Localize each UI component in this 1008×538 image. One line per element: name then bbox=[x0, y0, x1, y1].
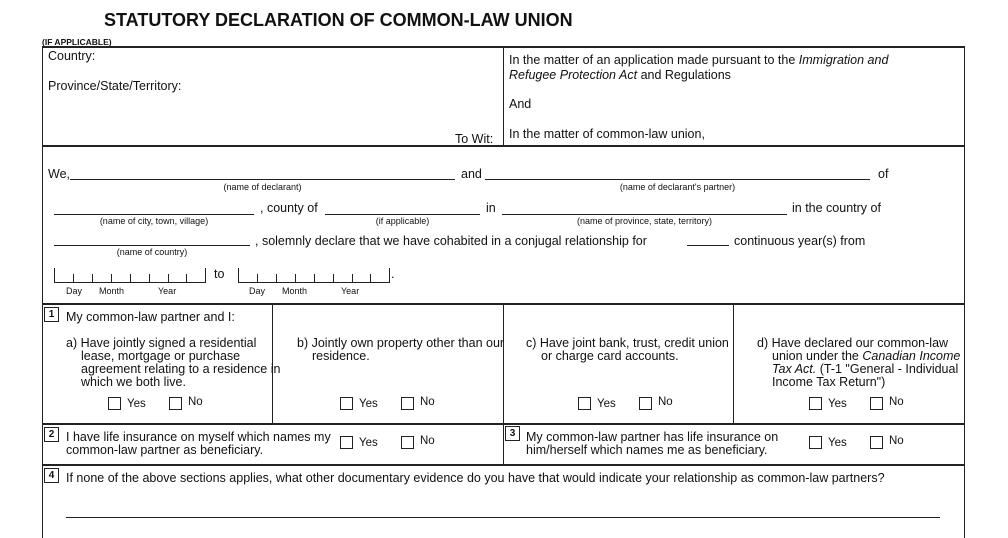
to-label: to bbox=[214, 267, 225, 281]
item-d-yes-label: Yes bbox=[828, 398, 847, 410]
act-name: Immigration and Refugee Protection Act bbox=[509, 53, 889, 82]
matter-prefix: In the matter of an application made pursuant to the bbox=[509, 53, 799, 67]
section4-text: If none of the above sections applies, what other documentary evidence do you have that would indicate your relationship as common-law partners? bbox=[66, 471, 885, 485]
section3-text: My common-law partner has life insurance on him/herself which names me as beneficiary. bbox=[526, 430, 779, 457]
section2-number: 2 bbox=[44, 427, 59, 442]
section4-number: 4 bbox=[44, 468, 59, 483]
and-label: And bbox=[509, 97, 532, 111]
matter-suffix: and Regulations bbox=[637, 68, 731, 82]
section1-item-b: b) Jointly own property other than our residence. bbox=[297, 336, 505, 363]
county-input[interactable] bbox=[327, 199, 478, 214]
county-line bbox=[325, 214, 480, 215]
declarant-name-caption: (name of declarant) bbox=[223, 182, 302, 192]
from-day-label: Day bbox=[66, 286, 83, 296]
s1-divider-3 bbox=[733, 304, 734, 423]
item-a-no-label: No bbox=[188, 396, 203, 408]
county-label: , county of bbox=[260, 201, 318, 215]
city-caption: (name of city, town, village) bbox=[99, 216, 209, 226]
declarant-name-input[interactable] bbox=[72, 164, 452, 179]
continuous-text: continuous year(s) from bbox=[734, 234, 866, 248]
declarant-name-line bbox=[70, 179, 455, 180]
to-day-label: Day bbox=[249, 286, 266, 296]
province-label: Province/State/Territory: bbox=[48, 79, 182, 93]
section4-answer-input[interactable] bbox=[68, 500, 936, 516]
section3-number: 3 bbox=[505, 426, 520, 441]
country-line bbox=[54, 245, 250, 246]
section3-no-label: No bbox=[889, 435, 904, 447]
province-line bbox=[502, 214, 787, 215]
province-state-input[interactable] bbox=[504, 199, 785, 214]
item-c-no-checkbox[interactable] bbox=[639, 397, 652, 410]
to-month-label: Month bbox=[282, 286, 308, 296]
section1-heading: My common-law partner and I: bbox=[66, 310, 235, 324]
from-date-field[interactable] bbox=[54, 268, 206, 283]
section1-item-a: a) Have jointly signed a residential lease, mortgage or purchase agreement relating to a residence in which we both live. bbox=[66, 336, 281, 389]
country-caption: (name of country) bbox=[116, 247, 188, 257]
page-title: STATUTORY DECLARATION OF COMMON-LAW UNION bbox=[104, 10, 573, 30]
section1-item-c: c) Have joint bank, trust, credit union or charge card accounts. bbox=[526, 336, 729, 363]
item-b-no-checkbox[interactable] bbox=[401, 397, 414, 410]
section2-no-checkbox[interactable] bbox=[401, 436, 414, 449]
item-b-yes-checkbox[interactable] bbox=[340, 397, 353, 410]
city-input[interactable] bbox=[56, 199, 252, 214]
section3-no-checkbox[interactable] bbox=[870, 436, 883, 449]
country-input[interactable] bbox=[110, 49, 490, 64]
country-label: Country: bbox=[48, 49, 96, 63]
period-end: . bbox=[391, 267, 395, 281]
matter-text bbox=[509, 53, 939, 83]
to-year-label: Year bbox=[341, 286, 360, 296]
country-name-input[interactable] bbox=[56, 230, 248, 245]
and-conj: and bbox=[461, 167, 482, 181]
section1-number: 1 bbox=[44, 307, 59, 322]
item-b-no-label: No bbox=[420, 396, 435, 408]
years-line bbox=[687, 245, 729, 246]
county-caption: (if applicable) bbox=[375, 216, 430, 226]
item-b-yes-label: Yes bbox=[359, 398, 378, 410]
item-a-yes-checkbox[interactable] bbox=[108, 397, 121, 410]
item-c-yes-label: Yes bbox=[597, 398, 616, 410]
section2-text: I have life insurance on myself which names my common-law partner as beneficiary. bbox=[66, 430, 331, 457]
partner-name-line bbox=[485, 179, 870, 180]
from-year-label: Year bbox=[158, 286, 177, 296]
item-d-yes-checkbox[interactable] bbox=[809, 397, 822, 410]
from-month-label: Month bbox=[99, 286, 125, 296]
section2-yes-checkbox[interactable] bbox=[340, 436, 353, 449]
country-of-label: in the country of bbox=[792, 201, 881, 215]
years-input[interactable] bbox=[689, 230, 727, 245]
partner-name-caption: (name of declarant's partner) bbox=[619, 182, 736, 192]
of-label: of bbox=[878, 167, 889, 181]
section2-yes-label: Yes bbox=[359, 437, 378, 449]
in-label: in bbox=[486, 201, 496, 215]
city-line bbox=[54, 214, 254, 215]
to-wit-label: To Wit: bbox=[455, 132, 494, 146]
section3-yes-checkbox[interactable] bbox=[809, 436, 822, 449]
section4-answer-line bbox=[66, 517, 940, 518]
item-c-yes-checkbox[interactable] bbox=[578, 397, 591, 410]
s23-divider bbox=[503, 424, 504, 464]
partner-name-input[interactable] bbox=[487, 164, 867, 179]
item-d-no-label: No bbox=[889, 396, 904, 408]
section1-item-d bbox=[757, 337, 976, 389]
item-d-prefix: d) Have declared our common-law union under the bbox=[757, 336, 949, 363]
to-date-field[interactable] bbox=[238, 268, 390, 283]
section4-top bbox=[42, 464, 964, 466]
item-a-yes-label: Yes bbox=[127, 398, 146, 410]
solemnly-text: , solemnly declare that we have cohabited in a conjugal relationship for bbox=[255, 234, 647, 248]
s1-divider-2 bbox=[503, 304, 504, 423]
top-section-bottom bbox=[42, 145, 964, 147]
section2-no-label: No bbox=[420, 435, 435, 447]
item-d-act: Canadian Income Tax Act. bbox=[772, 349, 961, 376]
matter2-text: In the matter of common-law union, bbox=[509, 127, 705, 141]
we-label: We, bbox=[48, 167, 70, 181]
item-d-suffix: (T-1 "General - Individual Income Tax Return") bbox=[772, 362, 959, 389]
province-input[interactable] bbox=[195, 79, 490, 94]
province-caption: (name of province, state, territory) bbox=[576, 216, 713, 226]
top-divider bbox=[503, 47, 504, 145]
section3-yes-label: Yes bbox=[828, 437, 847, 449]
item-c-no-label: No bbox=[658, 396, 673, 408]
item-a-no-checkbox[interactable] bbox=[169, 397, 182, 410]
if-applicable-label: (IF APPLICABLE) bbox=[42, 37, 112, 47]
item-d-no-checkbox[interactable] bbox=[870, 397, 883, 410]
